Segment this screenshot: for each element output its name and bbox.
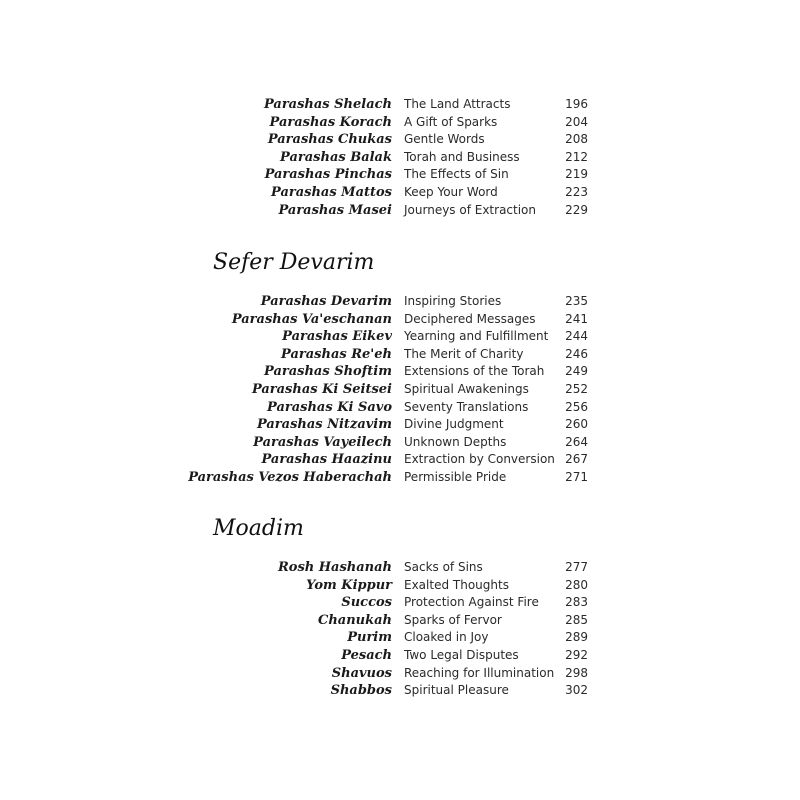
toc-parasha: Parashas Ki Savo (267, 399, 392, 415)
toc-parasha: Parashas Nitzavim (256, 417, 392, 433)
toc-title: Unknown Depths (404, 434, 507, 449)
toc-parasha: Parashas Chukas (267, 132, 392, 148)
toc-page-number: 292 (565, 647, 588, 662)
toc-entry (0, 682, 800, 700)
toc-title: Sparks of Fervor (404, 612, 502, 627)
toc-entry (0, 202, 800, 220)
toc-title: Inspiring Stories (404, 294, 502, 308)
section-heading-moadim: Moadim (213, 516, 304, 541)
toc-title: Gentle Words (404, 132, 485, 147)
toc-entry (0, 311, 800, 329)
toc-parasha: Parashas Devarim (260, 294, 392, 309)
toc-title: Permissible Pride (404, 469, 507, 484)
toc-page-number: 196 (565, 97, 588, 111)
toc-entry (0, 184, 800, 202)
toc-parasha: Parashas Re'eh (281, 346, 392, 362)
toc-title: The Land Attracts (404, 97, 511, 111)
toc-parasha: Parashas Korach (269, 114, 392, 130)
toc-title: Seventy Translations (404, 399, 529, 414)
toc-page-number: 244 (565, 329, 588, 344)
toc-title: Journeys of Extraction (404, 202, 537, 217)
toc-title: Torah and Business (404, 149, 520, 164)
toc-entry (0, 96, 800, 114)
toc-page-number: 289 (565, 630, 588, 645)
toc-parasha: Parashas Shelach (263, 97, 392, 112)
toc-entry (0, 647, 800, 665)
toc-parasha: Parashas Va'eschanan (231, 311, 392, 327)
toc-parasha: Shabbos (330, 683, 392, 699)
toc-page-number: 249 (565, 364, 588, 379)
toc-entry (0, 114, 800, 132)
toc-parasha: Parashas Vayeilech (253, 434, 392, 450)
toc-page-number: 260 (565, 417, 588, 432)
toc-entry (0, 629, 800, 647)
toc-page-number: 235 (565, 294, 588, 308)
toc-title: Spiritual Pleasure (404, 683, 509, 698)
toc-title: Keep Your Word (404, 184, 498, 199)
toc-parasha: Parashas Eikev (282, 329, 392, 345)
toc-page-number: 229 (565, 202, 588, 217)
toc-parasha: Pesach (341, 647, 392, 663)
toc-page-number: 277 (565, 560, 588, 574)
toc-parasha: Parashas Balak (280, 149, 392, 165)
toc-title: Sacks of Sins (404, 560, 483, 574)
toc-page-number: 302 (565, 683, 588, 698)
toc-title: Deciphered Messages (404, 311, 536, 326)
section-heading-devarim: Sefer Devarim (213, 250, 375, 275)
toc-entry (0, 346, 800, 364)
toc-parasha: Succos (341, 595, 392, 611)
toc-page-number: 212 (565, 149, 588, 164)
toc-title: Protection Against Fire (404, 595, 539, 610)
toc-group-bamidbar (0, 96, 800, 219)
toc-page-number: 283 (565, 595, 588, 610)
toc-title: Extraction by Conversion (404, 452, 555, 467)
toc-parasha: Parashas Vezos Haberachah (188, 469, 392, 485)
toc-page-number: 208 (565, 132, 588, 147)
toc-page-number: 280 (565, 577, 588, 592)
toc-entry (0, 559, 800, 577)
toc-title: The Merit of Charity (404, 346, 524, 361)
toc-title: Divine Judgment (404, 417, 504, 432)
toc-parasha: Parashas Shoftim (264, 364, 392, 380)
toc-page-number: 298 (565, 665, 588, 680)
toc-parasha: Purim (347, 630, 392, 646)
toc-page-number: 223 (565, 184, 588, 199)
toc-page-number: 241 (565, 311, 588, 326)
toc-entry (0, 469, 800, 487)
toc-parasha: Chanukah (317, 612, 392, 628)
toc-title: Reaching for Illumination (404, 665, 555, 680)
toc-parasha: Shavuos (331, 665, 392, 681)
toc-title: Exalted Thoughts (404, 577, 509, 592)
toc-entry (0, 594, 800, 612)
toc-parasha: Parashas Masei (278, 202, 392, 218)
toc-title: Yearning and Fulfillment (404, 329, 549, 344)
toc-group-devarim (0, 293, 800, 487)
toc-page-number: 267 (565, 452, 588, 467)
toc-entry (0, 166, 800, 184)
toc-title: The Effects of Sin (404, 167, 509, 182)
toc-title: Extensions of the Torah (404, 364, 545, 379)
toc-page-number: 271 (565, 469, 588, 484)
toc-page-number: 204 (565, 114, 588, 129)
toc-parasha: Parashas Mattos (271, 184, 392, 200)
toc-entry (0, 381, 800, 399)
toc-entry (0, 665, 800, 683)
toc-entry (0, 131, 800, 149)
toc-entry (0, 577, 800, 595)
toc-parasha: Parashas Ki Seitsei (251, 381, 392, 397)
toc-entry (0, 434, 800, 452)
toc-entry (0, 416, 800, 434)
toc-page-number: 264 (565, 434, 588, 449)
toc-page-number: 252 (565, 381, 588, 396)
toc-entry (0, 328, 800, 346)
toc-entry (0, 399, 800, 417)
toc-entry (0, 149, 800, 167)
toc-entry (0, 363, 800, 381)
toc-parasha: Parashas Pinchas (264, 167, 392, 183)
toc-page-number: 246 (565, 346, 588, 361)
toc-page-number: 285 (565, 612, 588, 627)
toc-entry (0, 451, 800, 469)
toc-entry (0, 293, 800, 311)
toc-parasha: Yom Kippur (306, 577, 392, 593)
toc-title: Cloaked in Joy (404, 630, 489, 645)
toc-parasha: Rosh Hashanah (278, 560, 392, 575)
toc-entry (0, 612, 800, 630)
toc-title: Two Legal Disputes (404, 647, 519, 662)
toc-parasha: Parashas Haazinu (261, 452, 392, 468)
toc-page-number: 219 (565, 167, 588, 182)
toc-page-number: 256 (565, 399, 588, 414)
toc-title: A Gift of Sparks (404, 114, 498, 129)
toc-title: Spiritual Awakenings (404, 381, 529, 396)
toc-group-moadim (0, 559, 800, 700)
